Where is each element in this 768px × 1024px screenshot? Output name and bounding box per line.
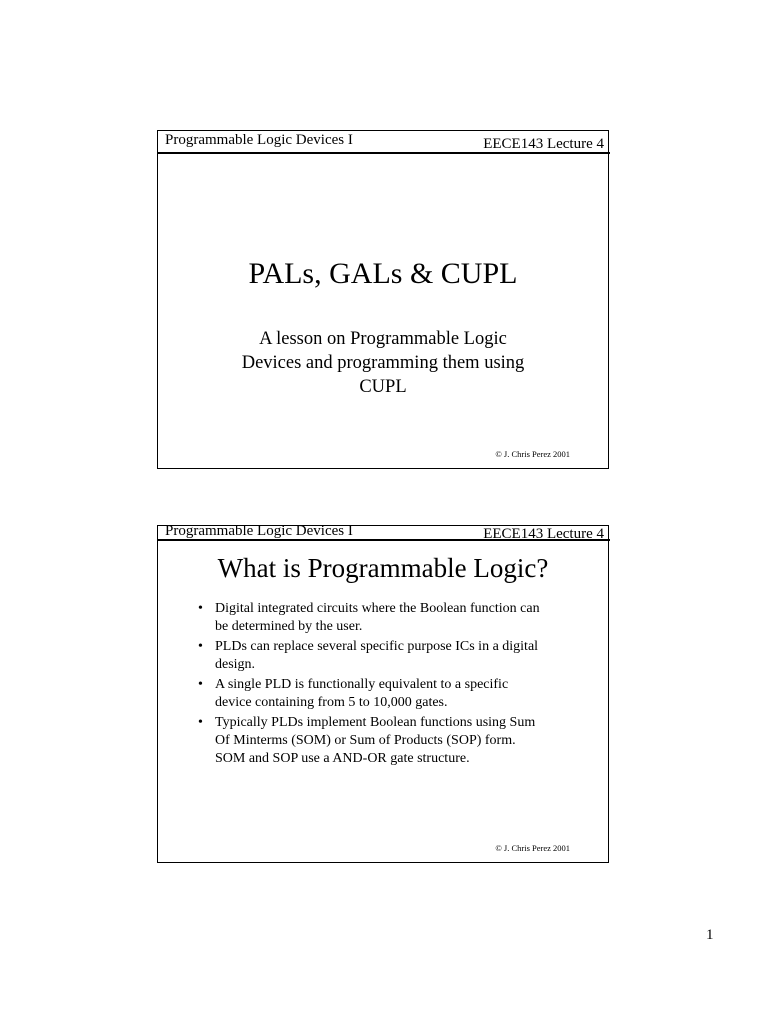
header-divider (158, 152, 610, 154)
subtitle-line: CUPL (359, 377, 407, 397)
copyright-notice: © J. Chris Perez 2001 (495, 449, 570, 459)
page-number: 1 (706, 927, 714, 943)
bullet-line: A single PLD is functionally equivalent to a specific (215, 677, 509, 692)
header-course-title: Programmable Logic Devices I (165, 132, 353, 148)
bullet-list (198, 600, 578, 770)
bullet-line: SOM and SOP use a AND-OR gate structure. (215, 751, 470, 766)
bullet-item (198, 676, 578, 712)
header-course-title: Programmable Logic Devices I (165, 523, 353, 539)
bullet-line: Of Minterms (SOM) or Sum of Products (SOP) form. (215, 733, 516, 748)
bullet-icon: • (198, 601, 203, 616)
slide-title: PALs, GALs & CUPL (248, 257, 518, 290)
bullet-line: device containing from 5 to 10,000 gates. (215, 695, 448, 710)
bullet-line: be determined by the user. (215, 619, 363, 634)
subtitle-line: Devices and programming them using (241, 353, 525, 373)
bullet-line: design. (215, 657, 256, 672)
bullet-line: Typically PLDs implement Boolean functions using Sum (215, 715, 536, 730)
header-lecture-label: EECE143 Lecture 4 (483, 136, 604, 152)
bullet-icon: • (198, 677, 203, 692)
bullet-icon: • (198, 715, 203, 730)
slide-header (158, 523, 608, 548)
bullet-item (198, 714, 578, 768)
bullet-item (198, 638, 578, 674)
slide-subtitle (198, 327, 568, 399)
header-divider (158, 539, 610, 541)
subtitle-line: A lesson on Programmable Logic (259, 329, 507, 349)
slide-2 (157, 525, 609, 863)
slide-1 (157, 130, 609, 469)
slide-title: What is Programmable Logic? (217, 553, 549, 583)
copyright-notice: © J. Chris Perez 2001 (495, 843, 570, 853)
bullet-item (198, 600, 578, 636)
bullet-icon: • (198, 639, 203, 654)
slide-header (158, 131, 608, 153)
bullet-line: Digital integrated circuits where the Boolean function can (215, 601, 540, 616)
bullet-line: PLDs can replace several specific purpose ICs in a digital (215, 639, 539, 654)
header-lecture-label: EECE143 Lecture 4 (483, 526, 604, 542)
